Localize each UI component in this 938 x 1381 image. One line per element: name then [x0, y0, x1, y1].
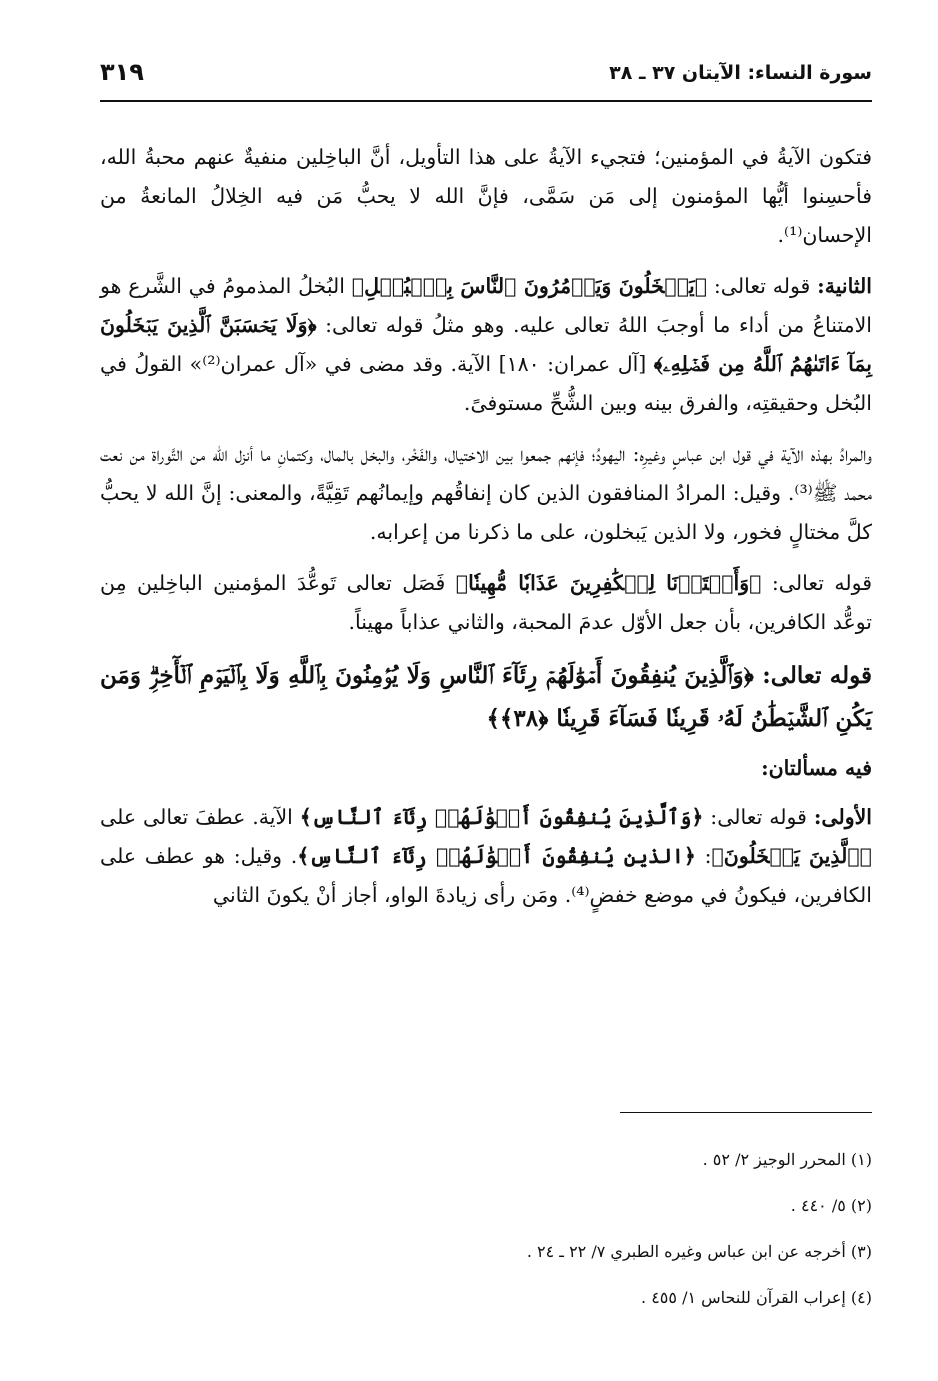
paragraph-5: [100, 798, 872, 915]
paragraph-3: [100, 435, 872, 552]
quran-quote: ﴿يَبۡخَلُونَ وَيَأۡمُرُونَ ٱلنَّاسَ بِٱلۡبُخۡلِ﴾: [351, 274, 708, 298]
paragraph-2-text-c: [آل عمران: ١٨٠] الآية. وقد مضى في «آل عمران⁽²⁾» القولُ في البُخل وحقيقتِه، والفرق بينه وبين الشُّحِّ مستوفىً.: [100, 352, 872, 415]
paragraph-2: [100, 267, 872, 423]
paragraph-5-text-a: قوله تعالى:: [703, 805, 814, 829]
quran-quote: ﴿وَٱلَّذِينَ يُنفِقُونَ أَمۡوَٰلَهُمۡ رِئَآءَ ٱلنَّاسِ﴾: [299, 805, 704, 829]
paragraph-1-text: فتكون الآيةُ في المؤمنين؛ فتجيء الآيةُ على هذا التأويل، أنَّ الباخِلين منفيةٌ عنهم محبةُ الله، فأحسِنوا أيُّها المؤمنون إلى مَن سَمَّى، فإنَّ الله لا يحبُّ مَن فيه الخِلالُ المانعةُ من الإحسان⁽¹⁾.: [100, 145, 872, 247]
paragraph-4-text-a: قوله تعالى:: [761, 571, 872, 595]
quran-quote: ﴿الذين يُنفِقُونَ أَمۡوَٰلَهُمۡ رِئَآءَ ٱلنَّاسِ﴾: [297, 844, 696, 868]
page-number: ٣١٩: [100, 58, 144, 86]
paragraph-5-text-c: :: [695, 844, 712, 868]
footnotes: [100, 1150, 872, 1334]
main-text: [100, 138, 872, 927]
issue-label-first: الأولى:: [813, 805, 872, 829]
quran-quote: ﴿ٱلَّذِينَ يَبۡخَلُونَ﴾: [711, 844, 872, 868]
footnote-rule: [620, 1112, 872, 1113]
header-title: سورة النساء: الآيتان ٣٧ ـ ٣٨: [609, 62, 872, 84]
quran-quote: ﴿وَلَا يَحۡسَبَنَّ ٱلَّذِينَ يَبۡخَلُونَ بِمَآ ءَاتَىٰهُمُ ٱللَّهُ مِن فَضۡلِهِۦ﴾: [100, 313, 872, 376]
verse-lead: قوله تعالى:: [753, 662, 872, 689]
paragraph-2-text-a: قوله تعالى:: [707, 274, 818, 298]
running-header: [100, 58, 872, 96]
footnote-2: (٢) ٥/ ٤٤٠ .: [790, 1196, 872, 1215]
header-rule: [100, 100, 872, 102]
paragraph-2-text-b: البُخلُ المذمومُ في الشَّرع هو الامتناعُ من أداء ما أوجبَ اللهُ تعالى عليه. وهو مثلُ قوله تعالى:: [100, 274, 872, 337]
paragraph-4-text-b: فَصَل تعالى تَوعُّدَ المؤمنين الباخِلين مِن توعُّد الكافرين، بأن جعل الأوّل عدمَ المحبة، والثاني عذاباً مهيناً.: [100, 571, 872, 634]
issue-label-second: الثانية:: [817, 274, 872, 298]
section-subheading: فيه مسألتان:: [761, 756, 872, 780]
paragraph-5-text-d: . وقيل: هو عطف على الكافرين، فيكونُ في موضع خفضٍ⁽⁴⁾. ومَن رأى زيادةَ الواو، أجاز أنْ يكونَ الثاني: [100, 844, 872, 907]
footnote-3: (٣) أخرجه عن ابن عباس وغيره الطبري ٧/ ٢٢ ـ ٢٤ .: [526, 1242, 872, 1261]
paragraph-5-text-b: الآية. عطفَ تعالى على: [100, 805, 300, 829]
paragraph-4: [100, 564, 872, 642]
verse-heading: [100, 654, 872, 740]
footnote-1: (١) المحرر الوجيز ٢/ ٥٢ .: [702, 1150, 872, 1169]
quran-quote: ﴿وَأَعۡتَدۡنَا لِلۡكَٰفِرِينَ عَذَابٗا مُّهِينٗا﴾: [455, 571, 762, 595]
footnote-4: (٤) إعراب القرآن للنحاس ١/ ٤٥٥ .: [641, 1288, 872, 1307]
paragraph-1: [100, 138, 872, 255]
paragraph-3-text: والمرادُ بهذه الآية في قول ابن عباسٍ وغيرِه: اليهودُ؛ فإنهم جمعوا بين الاختيال، والفَخْر، والبخل بالمال، وكتمانِ ما أنزل الله من التَّوراة من نعت محمد ﷺ⁽³⁾. وقيل: المرادُ المنافقون الذين كان إنفاقُهم وإيمانُهم تَقِيَّةً، والمعنى: إنَّ الله لا يحبُّ كلَّ مختالٍ فخور، ولا الذين يَبخلون، على ما ذكرنا من إعرابه.: [100, 442, 872, 544]
verse-text: ﴿وَٱلَّذِينَ يُنفِقُونَ أَمۡوَٰلَهُمۡ رِئَآءَ ٱلنَّاسِ وَلَا يُؤۡمِنُونَ بِٱللَّهِ وَلَا بِٱلۡيَوۡمِ ٱلۡأٓخِرِۗ وَمَن يَكُنِ ٱلشَّيۡطَٰنُ لَهُۥ قَرِينٗا فَسَآءَ قَرِينٗا ﴿٣٨﴾﴾: [100, 662, 872, 732]
